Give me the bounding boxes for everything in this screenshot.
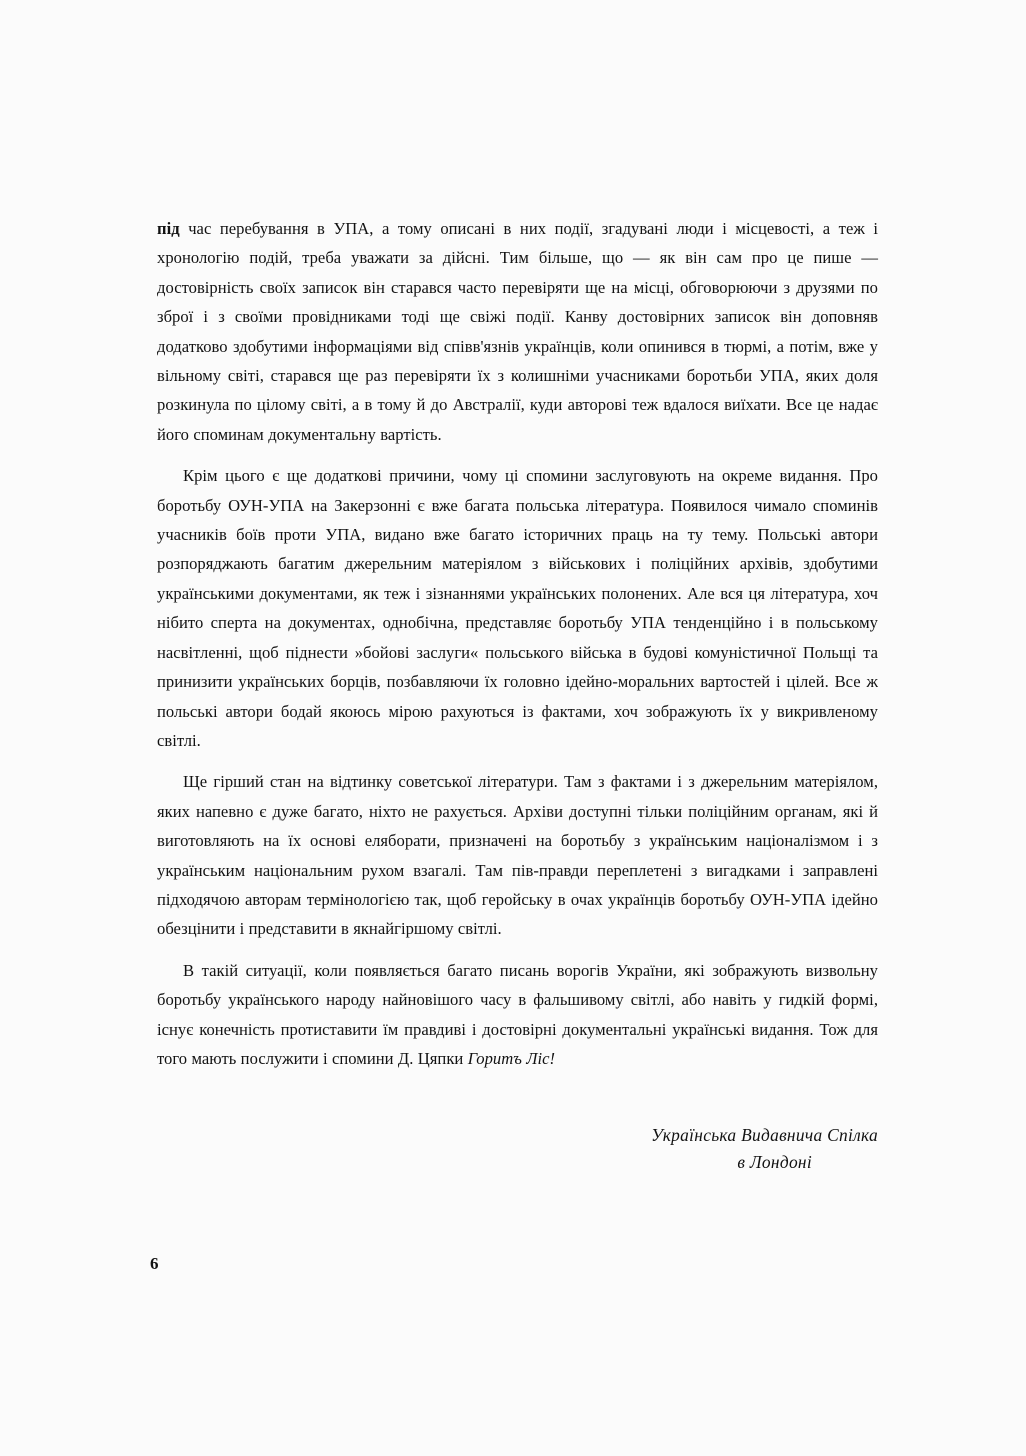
paragraph-1 xyxy=(157,214,878,449)
paragraph-1-lead-word: під xyxy=(157,219,180,238)
signature-location: в Лондоні xyxy=(737,1152,812,1172)
paragraph-4 xyxy=(157,956,878,1074)
signature-publisher-name: Українська Видавнича Спілка xyxy=(651,1125,878,1145)
paragraph-1-text: час перебування в УПА, а тому описані в них події, згадувані люди і місцевості, а теж і хронологію подій, треба уважати за дійсні. Тим більше, що — як він сам про це пише — достовірність своїх записок він старався часто перевіряти ще на місці, обговорюючи з друзями по зброї і з своїми провідниками тоді ще свіжі події. Канву достовірних записок він доповняв додатково здобутими інформаціями від співв'язнів українців, коли опинився в тюрмі, а потім, вже у вільному світі, старався ще раз перевіряти їх з колишніми учасниками боротьби УПА, яких доля розкинула по цілому світі, а в тому й до Австралії, куди авторові теж вдалося виїхати. Все це надає його споминам документальну вартість. xyxy=(157,219,878,444)
book-title-emphasis: Горитъ Ліс! xyxy=(467,1048,556,1068)
signature-block xyxy=(157,1122,878,1176)
paragraph-3 xyxy=(157,767,878,943)
page-number: 6 xyxy=(150,1254,159,1273)
paragraph-2-text: Крім цього є ще додаткові причини, чому ці спомини заслуговують на окреме видання. Про боротьбу ОУН-УПА на Закерзонні є вже багата польська література. Появилося чимало споминів учасників боїв проти УПА, видано вже багато історичних праць на ту тему. Польські автори розпоряджають багатим джерельним матеріялом з військових і поліційних архівів, здобутими українськими документами, як теж і зізнаннями українських полонених. Але вся ця література, хоч нібито сперта на документах, однобічна, представляє боротьбу УПА тенденційно і в польському насвітленні, щоб піднести »бойові заслуги« польського війська в будові комуністичної Польщі та принизити українських борців, позбавляючи їх головно ідейно-моральних вартостей і цілей. Все ж польські автори бодай якоюсь мірою рахуються із фактами, хоч зображують їх у викривленому світлі. xyxy=(157,466,878,750)
body-text-block xyxy=(157,214,878,1073)
paragraph-2 xyxy=(157,461,878,755)
paragraph-4-text: В такій ситуації, коли появляється багато писань ворогів України, які зображують визвольну боротьбу українського народу найновішого часу в фальшивому світлі, або навіть у гидкій формі, існує конечність протиставити їм правдиві і достовірні документальні українські видання. Тож для того мають послужити і спомини Д. Цяпки xyxy=(157,960,878,1068)
paragraph-3-text: Ще гірший стан на відтинку советської літератури. Там з фактами і з джерельним матеріялом, яких напевно є дуже багато, ніхто не рахується. Архіви доступні тільки поліційним органам, які й виготовляють на їх основі еляборати, призначені на боротьбу з українським націоналізмом і з українським національним рухом взагалі. Там пів-правди переплетені з вигадками і заправлені підходячою авторам термінологією так, щоб геройську в очах українців боротьбу ОУН-УПА ідейно обезцінити і представити в якнайгіршому світлі. xyxy=(157,772,878,939)
